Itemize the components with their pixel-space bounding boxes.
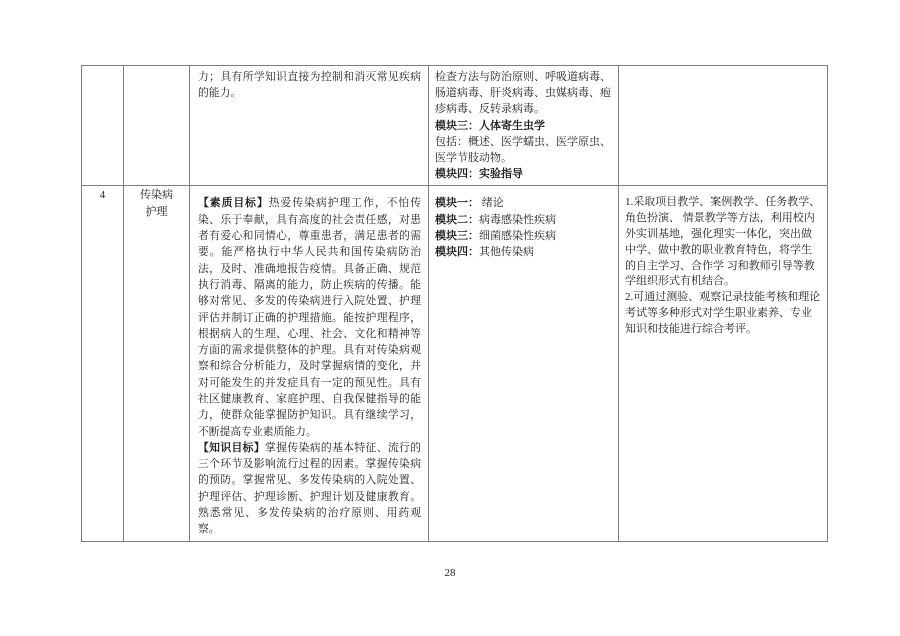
cell-modules-row2	[429, 186, 619, 541]
module2-text: 病毒感染性疾病	[479, 213, 556, 226]
course-name-line1: 传染病	[140, 189, 173, 202]
module3-detail: 包括：概述、医学蠕虫、医学原虫、医学节肢动物。	[435, 135, 611, 165]
knowledge-objective-label: 【知识目标】	[198, 441, 266, 454]
module-line-1	[435, 195, 613, 211]
cell-objectives-row1	[190, 66, 429, 186]
knowledge-objective-paragraph	[198, 440, 421, 538]
teaching-method-item-1: 1.采取项目教学、案例教学、任务教学、角色扮演、 情景教学等方法，利用校内外实训基地，强化理实一体化，突出做中学、做中教的职业教育特色，将学生的自主学习、合作学 习和教师引导等教学组织形式有机结合。	[625, 196, 821, 288]
quality-objective-label: 【素质目标】	[198, 197, 269, 210]
cell-seq-row2	[82, 186, 124, 541]
cell-seq-row1	[82, 66, 124, 186]
table-row-infectious-disease-nursing	[82, 186, 828, 541]
cell-methods-row2	[619, 186, 828, 541]
module4-title: 模块四：实验指导	[435, 168, 523, 181]
module4-label: 模块四：	[435, 246, 479, 259]
module1-label: 模块一：	[435, 197, 479, 210]
module2-label: 模块二：	[435, 213, 479, 226]
curriculum-table	[81, 65, 828, 542]
module1-text: 绪论	[479, 197, 504, 210]
cell-modules-row1	[429, 66, 619, 186]
cell-methods-row1	[619, 66, 828, 186]
table-row-continuation	[82, 66, 828, 186]
knowledge-objective-text: 掌握传染病的基本特征、流行的三个环节及影响流行过程的因素。掌握传染病的预防。掌握常见、多发传染病的入院处置、护理评估、护理诊断、护理计划及健康教育。熟悉常见、多发传染病的治疗原则、用药观察。	[198, 441, 422, 536]
module3-text: 细菌感染性疾病	[479, 229, 556, 242]
course-name-line2: 护理	[145, 206, 168, 219]
module-line-2	[435, 212, 613, 228]
module-line-4	[435, 244, 613, 260]
module-line-3	[435, 228, 613, 244]
sequence-number: 4	[99, 189, 106, 202]
module3-title: 模块三：人体寄生虫学	[435, 119, 545, 132]
cell-objectives-row2	[190, 186, 429, 541]
page-number: 28	[444, 567, 456, 579]
cell-course-row2	[124, 186, 190, 541]
quality-objective-text: 热爱传染病护理工作，不怕传染、乐于奉献，具有高度的社会责任感，对患者有爱心和同情心，尊重患者，满足患者的需要。能严格执行中华人民共和国传染病防治法，及时、准确地报告疫情。具备正确、规范执行消毒、隔离的能力，防止疾病的传播。能够对常见、多发的传染病进行入院处置、护理评估并制订正确的护理措施。能按护理程序，根据病人的生理、心理、社会、文化和精神等方面的需求提供整体的护理。具有对传染病观察和综合分析能力，及时掌握病情的变化，并对可能发生的并发症具有一定的预见性。具有社区健康教育、家庭护理、自我保健指导的能力，使群众能掌握防护知识。具有继续学习，不断提高专业素质能力。	[198, 197, 421, 438]
module4-text: 其他传染病	[479, 246, 534, 259]
teaching-method-item-2: 2.可通过测验、观察记录技能考核和理论考试等多种形式对学生职业素养、专业知识和技能进行综合考评。	[625, 291, 821, 335]
cell-course-row1	[124, 66, 190, 186]
module2-content-continuation: 检查方法与防治原则、呼吸道病毒、肠道病毒、肝炎病毒、虫媒病毒、疱疹病毒、反转录病毒。	[435, 71, 611, 116]
objective-continuation-text: 力；具有所学知识直接为控制和消灭常见疾病的能力。	[198, 71, 421, 100]
quality-objective-paragraph	[198, 195, 421, 439]
module3-label: 模块三：	[435, 229, 479, 242]
